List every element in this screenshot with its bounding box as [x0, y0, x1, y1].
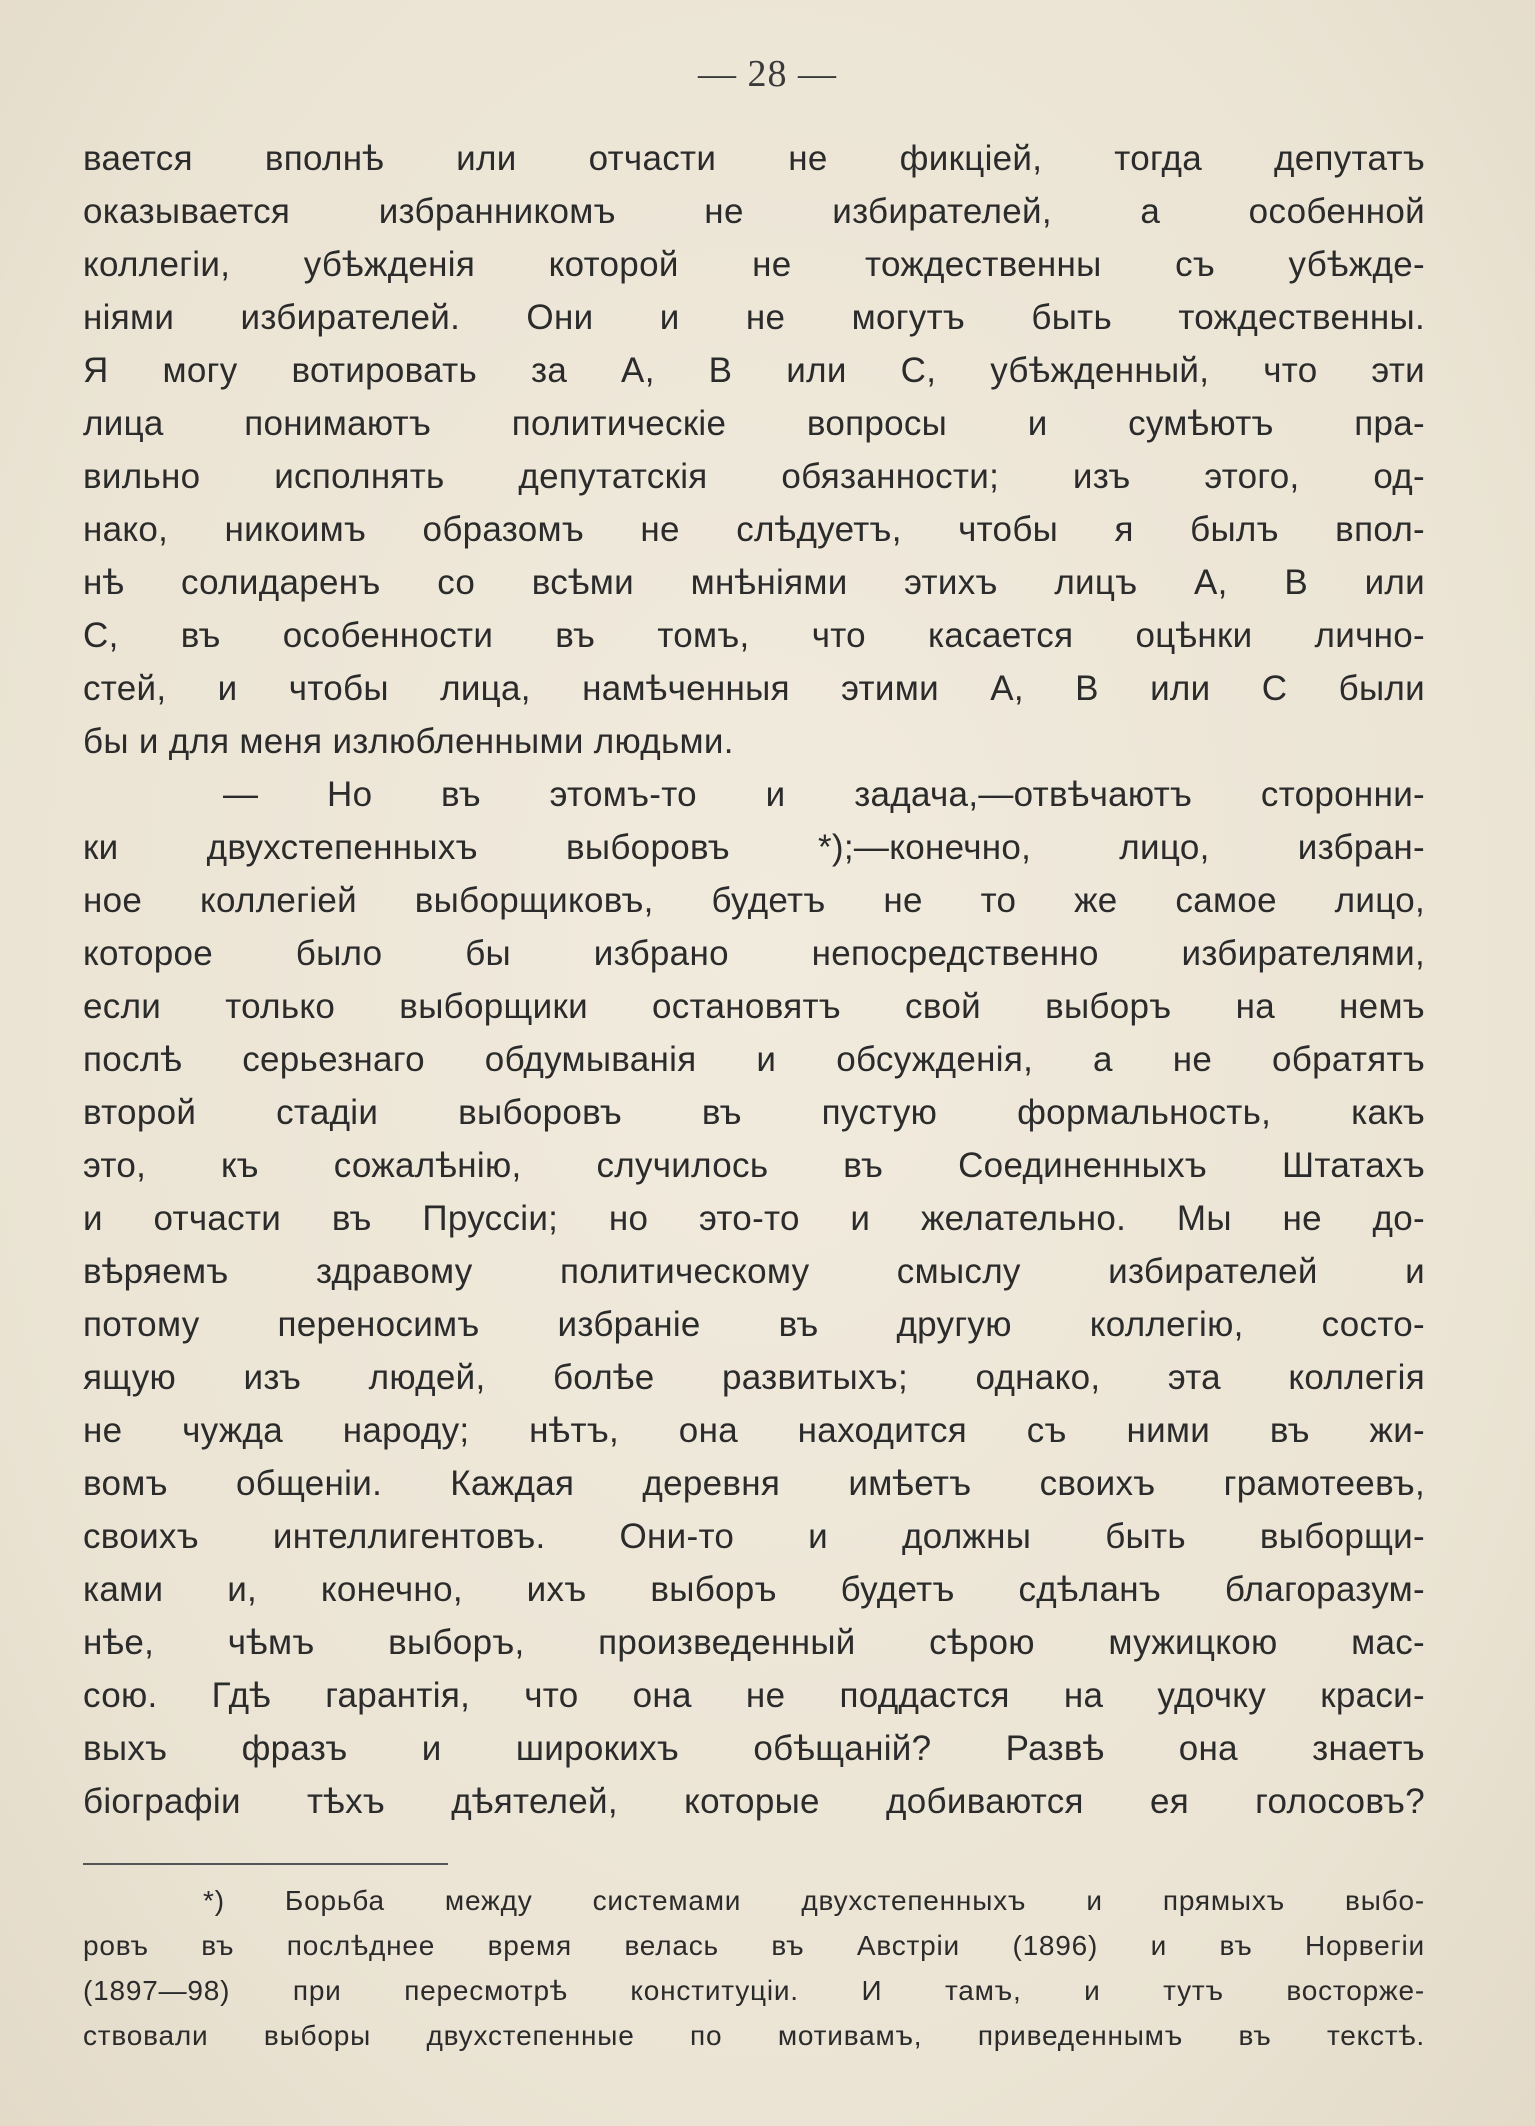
text-line: ящую изъ людей, болѣе развитыхъ; однако, эта коллегія	[83, 1358, 1425, 1397]
text-line: Я могу вотировать за А, В или С, убѣжденный, что эти	[83, 351, 1425, 390]
text-line: ніями избирателей. Они и не могутъ быть тождественны.	[83, 298, 1425, 337]
text-line: послѣ серьезнаго обдумыванія и обсужденія, а не обратятъ	[83, 1040, 1425, 1079]
footnote-line: *) Борьба между системами двухстепенныхъ и прямыхъ выбо-	[203, 1885, 1425, 1916]
text-line: и отчасти въ Пруссіи; но это-то и желательно. Мы не до-	[83, 1199, 1425, 1238]
main-text	[83, 132, 1425, 1828]
text-line: своихъ интеллигентовъ. Они-то и должны быть выборщи-	[83, 1517, 1425, 1556]
text-line: вается вполнѣ или отчасти не фикціей, тогда депутатъ	[83, 139, 1425, 178]
text-line: второй стадіи выборовъ въ пустую формальность, какъ	[83, 1093, 1425, 1132]
text-line: ками и, конечно, ихъ выборъ будетъ сдѣланъ благоразум-	[83, 1570, 1425, 1609]
footnote-line: (1897—98) при пересмотрѣ конституціи. И тамъ, и тутъ восторже-	[83, 1975, 1425, 2006]
footnote-line: ствовали выборы двухстепенные по мотивамъ, приведеннымъ въ текстѣ.	[83, 2020, 1425, 2051]
footnote-line: ровъ въ послѣднее время велась въ Австріи (1896) и въ Норвегіи	[83, 1930, 1425, 1961]
text-line: не чужда народу; нѣтъ, она находится съ ними въ жи-	[83, 1411, 1425, 1450]
text-line: вѣряемъ здравому политическому смыслу избирателей и	[83, 1252, 1425, 1291]
text-line: біографіи тѣхъ дѣятелей, которые добиваются ея голосовъ?	[83, 1782, 1425, 1821]
text-line: нако, никоимъ образомъ не слѣдуетъ, чтобы я былъ впол-	[83, 510, 1425, 549]
text-line: ное коллегіей выборщиковъ, будетъ не то же самое лицо,	[83, 881, 1425, 920]
text-line: нѣе, чѣмъ выборъ, произведенный сѣрою мужицкою мас-	[83, 1623, 1425, 1662]
text-line: стей, и чтобы лица, намѣченныя этими А, В или С были	[83, 669, 1425, 708]
footnote	[83, 1878, 1425, 2058]
paragraph-end-line: бы и для меня излюбленными людьми.	[83, 722, 734, 761]
footnote-divider	[83, 1863, 448, 1865]
text-line: вомъ общеніи. Каждая деревня имѣетъ своихъ грамотеевъ,	[83, 1464, 1425, 1503]
text-line: коллегіи, убѣжденія которой не тождественны съ убѣжде-	[83, 245, 1425, 284]
text-line: выхъ фразъ и широкихъ обѣщаній? Развѣ она знаетъ	[83, 1729, 1425, 1768]
text-line: нѣ солидаренъ со всѣми мнѣніями этихъ лицъ А, В или	[83, 563, 1425, 602]
text-line: которое было бы избрано непосредственно избирателями,	[83, 934, 1425, 973]
text-line: это, къ сожалѣнію, случилось въ Соединенныхъ Штатахъ	[83, 1146, 1425, 1185]
text-line: лица понимаютъ политическіе вопросы и сумѣютъ пра-	[83, 404, 1425, 443]
text-line: сою. Гдѣ гарантія, что она не поддастся на удочку краси-	[83, 1676, 1425, 1715]
paragraph-start-line: — Но въ этомъ-то и задача,—отвѣчаютъ сторонни-	[223, 775, 1425, 814]
text-line: если только выборщики остановятъ свой выборъ на немъ	[83, 987, 1425, 1026]
text-line: С, въ особенности въ томъ, что касается оцѣнки лично-	[83, 616, 1425, 655]
text-line: оказывается избранникомъ не избирателей, а особенной	[83, 192, 1425, 231]
text-line: ки двухстепенныхъ выборовъ *);—конечно, лицо, избран-	[83, 828, 1425, 867]
text-line: вильно исполнять депутатскія обязанности; изъ этого, од-	[83, 457, 1425, 496]
page-number: — 28 —	[698, 53, 837, 95]
text-line: потому переносимъ избраніе въ другую коллегію, состо-	[83, 1305, 1425, 1344]
